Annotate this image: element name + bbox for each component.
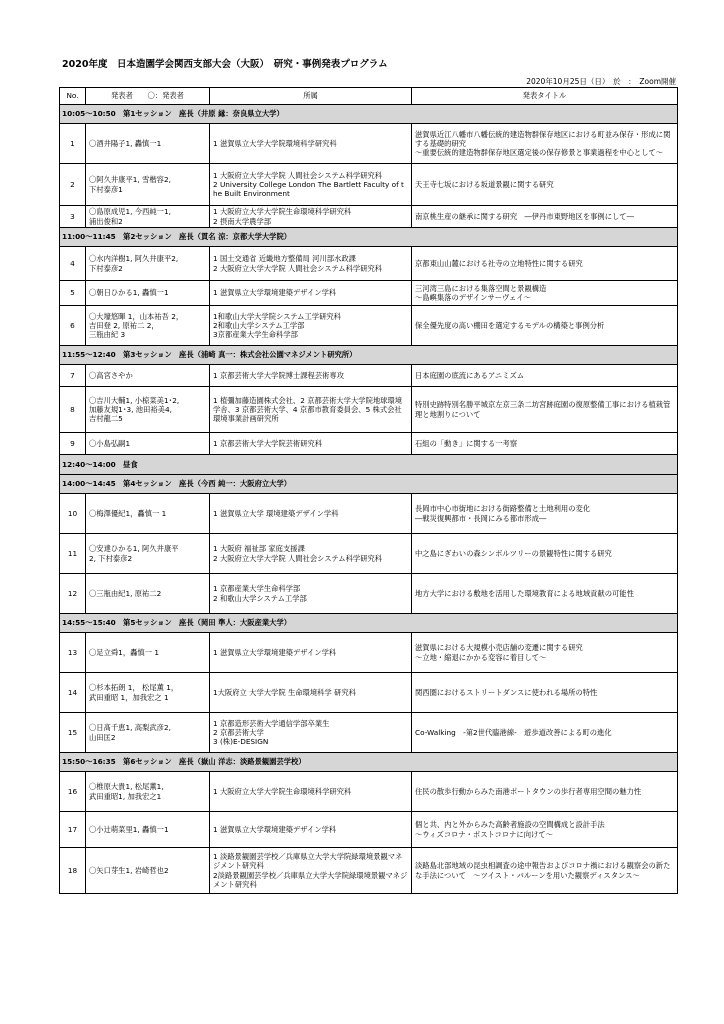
affiliation-cell: 1 滋賀県立大学環境建築デザイン学科 bbox=[210, 281, 412, 306]
presentation-number: 1 bbox=[60, 124, 86, 164]
presenter-cell: 〇高宮さやか bbox=[86, 365, 210, 387]
presentation-title-cell: 特別史跡特別名勝平城京左京三条二坊宮跡庭園の復原整備工事における植栽管理と地割りについて bbox=[412, 387, 678, 433]
presentation-title-cell: Co-Walking -第2世代臨港線- 遊歩道改善による町の進化 bbox=[412, 713, 678, 753]
header-title: 発表タイトル bbox=[412, 88, 678, 105]
document-title: 2020年度 日本造園学会関西支部大会（大阪） 研究・事例発表プログラム bbox=[62, 59, 388, 70]
session-label: 11:00～11:45 第2セッション 座長（貫名 涼：京都大学大学院） bbox=[60, 228, 678, 247]
table-header-row bbox=[60, 88, 678, 105]
presenter-cell: 〇三瓶由紀1, 原祐二2 bbox=[86, 574, 210, 614]
table-row bbox=[60, 281, 678, 306]
presenter-cell: 〇大壕悠暉 1，山本祐吾 2， 吉田登 2, 原祐二 2， 三瓶由紀 3 bbox=[86, 306, 210, 346]
presentation-number: 18 bbox=[60, 848, 86, 894]
affiliation-cell: 1 京都造形芸術大学通信学部卒業生 2 京都芸術大学 3 (株)E-DESIGN bbox=[210, 713, 412, 753]
presentation-number: 14 bbox=[60, 673, 86, 713]
presentation-number: 5 bbox=[60, 281, 86, 306]
presenter-cell: 〇足立舜1，轟慎一 1 bbox=[86, 633, 210, 673]
affiliation-cell: 1 国土交通省 近畿地方整備局 河川部水政課 2 大阪府立大学大学院 人間社会システム科学研究科 bbox=[210, 247, 412, 281]
session-header-row bbox=[60, 455, 678, 475]
table-row bbox=[60, 164, 678, 206]
presentation-title-cell: 三河湾三島における集落空間と景観構造 ～島嶼集落のデザインサーヴェイ～ bbox=[412, 281, 678, 306]
session-label: 15:50～16:35 第6セッション 座長（嶽山 洋志：淡路景観園芸学校） bbox=[60, 753, 678, 772]
presentation-title-cell: 京都東山山麓における社寺の立地特性に関する研究 bbox=[412, 247, 678, 281]
affiliation-cell: 1 淡路景観園芸学校／兵庫県立大学大学院緑環境景観マネジメント研究科 2淡路景観園芸学校／兵庫県立大学大学院緑環境景観マネジメント研究科 bbox=[210, 848, 412, 894]
presenter-cell: 〇杉本拓朗 1， 松尾薫 1， 武田重昭 1，加我宏之 1 bbox=[86, 673, 210, 713]
presenter-cell: 〇日髙千恵1, 高梨武彦2, 山田匡2 bbox=[86, 713, 210, 753]
table-row bbox=[60, 124, 678, 164]
affiliation-cell: 1大阪府立 大学大学院 生命環境科学 研究科 bbox=[210, 673, 412, 713]
affiliation-cell: 1 大阪府立大学大学院 人間社会システム科学研究科 2 University College London The Bartlett Faculty of the Built Environment bbox=[210, 164, 412, 206]
session-header-row bbox=[60, 614, 678, 633]
presentation-title-cell: 保全優先度の高い棚田を選定するモデルの構築と事例分析 bbox=[412, 306, 678, 346]
session-header-row bbox=[60, 346, 678, 365]
session-label: 11:55～12:40 第3セッション 座長（浦崎 真一：株式会社公園マネジメント研究所） bbox=[60, 346, 678, 365]
affiliation-cell: 1 京都芸術大学大学院博士課程芸術専攻 bbox=[210, 365, 412, 387]
presentation-number: 7 bbox=[60, 365, 86, 387]
table-row bbox=[60, 494, 678, 534]
session-header-row bbox=[60, 753, 678, 772]
presenter-cell: 〇水内洋樹1, 阿久井康平2, 下村泰彦2 bbox=[86, 247, 210, 281]
table-row bbox=[60, 534, 678, 574]
session-header-row bbox=[60, 105, 678, 124]
affiliation-cell: 1 植彌加藤造園株式会社、2 京都芸術大学大学院地球環境学舎、3 京都芸術大学、4 京都市教育委員会、5 株式会社環境事業計画研究所 bbox=[210, 387, 412, 433]
presenter-cell: 〇梅澤優紀1，轟慎一 1 bbox=[86, 494, 210, 534]
session-label: 14:55～15:40 第5セッション 座長（岡田 準人：大阪産業大学） bbox=[60, 614, 678, 633]
session-header-row bbox=[60, 475, 678, 494]
table-row bbox=[60, 848, 678, 894]
session-label: 10:05～10:50 第1セッション 座長（井原 縁：奈良県立大学） bbox=[60, 105, 678, 124]
presentation-title-cell: 南京桃生産の継承に関する研究 ―伊丹市東野地区を事例にして― bbox=[412, 206, 678, 228]
presentation-title-cell: 関西圏におけるストリートダンスに使われる場所の特性 bbox=[412, 673, 678, 713]
presentation-number: 9 bbox=[60, 433, 86, 455]
presentation-title-cell: 滋賀県における大規模小売店舗の変遷に関する研究 ～立地・縮退にかかる変容に着目して～ bbox=[412, 633, 678, 673]
presentation-number: 13 bbox=[60, 633, 86, 673]
table-row bbox=[60, 713, 678, 753]
presentation-title-cell: 日本庭園の底流にあるアニミズム bbox=[412, 365, 678, 387]
presentation-number: 12 bbox=[60, 574, 86, 614]
header-no: No. bbox=[60, 88, 86, 105]
affiliation-cell: 1 大阪府立大学大学院生命環境科学研究科 bbox=[210, 772, 412, 812]
presentation-title-cell: 石組の「動き」に関する一考察 bbox=[412, 433, 678, 455]
presentation-title-cell: 住民の散歩行動からみた南港ポートタウンの歩行者専用空間の魅力性 bbox=[412, 772, 678, 812]
presentation-number: 15 bbox=[60, 713, 86, 753]
table-row bbox=[60, 673, 678, 713]
affiliation-cell: 1 滋賀県立大学大学院環境科学研究科 bbox=[210, 124, 412, 164]
table-row bbox=[60, 812, 678, 848]
presentation-number: 8 bbox=[60, 387, 86, 433]
presentation-number: 17 bbox=[60, 812, 86, 848]
presenter-cell: 〇安達ひかる1, 阿久井康平 2, 下村泰彦2 bbox=[86, 534, 210, 574]
presenter-cell: 〇朝日ひかる1, 轟慎一1 bbox=[86, 281, 210, 306]
presentation-number: 10 bbox=[60, 494, 86, 534]
header-presenter: 発表者 〇：発表者 bbox=[86, 88, 210, 105]
presenter-cell: 〇島原成児1, 今西純一1, 浦出俊和2 bbox=[86, 206, 210, 228]
table-row bbox=[60, 306, 678, 346]
presentation-number: 6 bbox=[60, 306, 86, 346]
header-affiliation: 所属 bbox=[210, 88, 412, 105]
affiliation-cell: 1 京都産業大学生命科学部 2 和歌山大学システム工学部 bbox=[210, 574, 412, 614]
presenter-cell: 〇小辻萌菜里1, 轟慎一1 bbox=[86, 812, 210, 848]
presentation-title-cell: 滋賀県近江八幡市八幡伝統的建造物群保存地区における町並み保存・形成に関する基礎的研究 ～重要伝統的建造物群保存地区選定後の保存修景と事業過程を中心として～ bbox=[412, 124, 678, 164]
presentation-title-cell: 地方大学における敷地を活用した環境教育による地域貢献の可能性 bbox=[412, 574, 678, 614]
presenter-cell: 〇小島弘嗣1 bbox=[86, 433, 210, 455]
presenter-cell: 〇阿久井康平1, 雪楷容2, 下村泰彦1 bbox=[86, 164, 210, 206]
presentation-number: 2 bbox=[60, 164, 86, 206]
table-row bbox=[60, 365, 678, 387]
program-table bbox=[59, 87, 678, 894]
session-header-row bbox=[60, 228, 678, 247]
table-row bbox=[60, 247, 678, 281]
presenter-cell: 〇酒井陽子1, 轟慎一1 bbox=[86, 124, 210, 164]
table-row bbox=[60, 574, 678, 614]
presenter-cell: 〇吉川大輔1, 小椋菜美1･2, 加藤友規1･3, 池田裕美4, 吉村龍二5 bbox=[86, 387, 210, 433]
affiliation-cell: 1 大阪府 福祉部 家庭支援課 2 大阪府立大学大学院 人間社会システム科学研究科 bbox=[210, 534, 412, 574]
presentation-title-cell: 個と共、内と外からみた高齢者施設の空間構成と設計手法 ～ウィズコロナ・ポストコロナに向けて～ bbox=[412, 812, 678, 848]
session-label: 14:00～14:45 第4セッション 座長（今西 純一：大阪府立大学） bbox=[60, 475, 678, 494]
session-label: 12:40～14:00 昼食 bbox=[60, 455, 678, 475]
presentation-title-cell: 中之島にぎわいの森シンボルツリーの景観特性に関する研究 bbox=[412, 534, 678, 574]
affiliation-cell: 1 滋賀県立大学環境建築デザイン学科 bbox=[210, 812, 412, 848]
presentation-number: 16 bbox=[60, 772, 86, 812]
presenter-cell: 〇椎原大貴1, 松尾薫1, 武田重昭1, 加我宏之1 bbox=[86, 772, 210, 812]
presentation-title-cell: 淡路島北部地域の昆虫相調査の途中報告およびコロナ禍における観察会の新たな手法について ～ツイスト・バルーンを用いた観察ディスタンス～ bbox=[412, 848, 678, 894]
presentation-title-cell: 長岡市中心市街地における街路整備と土地利用の変化 ―戦災復興都市・長岡にみる都市形成― bbox=[412, 494, 678, 534]
presenter-cell: 〇矢口芽生1, 岩崎哲也2 bbox=[86, 848, 210, 894]
table-row bbox=[60, 633, 678, 673]
affiliation-cell: 1 大阪府立大学大学院生命環境科学研究科 2 摂南大学農学部 bbox=[210, 206, 412, 228]
presentation-number: 11 bbox=[60, 534, 86, 574]
affiliation-cell: 1 京都芸術大学大学院芸術研究科 bbox=[210, 433, 412, 455]
presentation-title-cell: 天王寺七坂における坂道景観に関する研究 bbox=[412, 164, 678, 206]
table-row bbox=[60, 387, 678, 433]
table-row bbox=[60, 772, 678, 812]
program-table-body bbox=[60, 105, 678, 894]
affiliation-cell: 1 滋賀県立大学 環境建築デザイン学科 bbox=[210, 494, 412, 534]
table-row bbox=[60, 206, 678, 228]
presentation-number: 3 bbox=[60, 206, 86, 228]
affiliation-cell: 1和歌山大学大学院システム工学研究科 2和歌山大学システム工学部 3京都産業大学生命科学部 bbox=[210, 306, 412, 346]
event-date-venue: 2020年10月25日（日） 於 ： Zoom開催 bbox=[526, 77, 676, 86]
affiliation-cell: 1 滋賀県立大学環境建築デザイン学科 bbox=[210, 633, 412, 673]
table-row bbox=[60, 433, 678, 455]
presentation-number: 4 bbox=[60, 247, 86, 281]
